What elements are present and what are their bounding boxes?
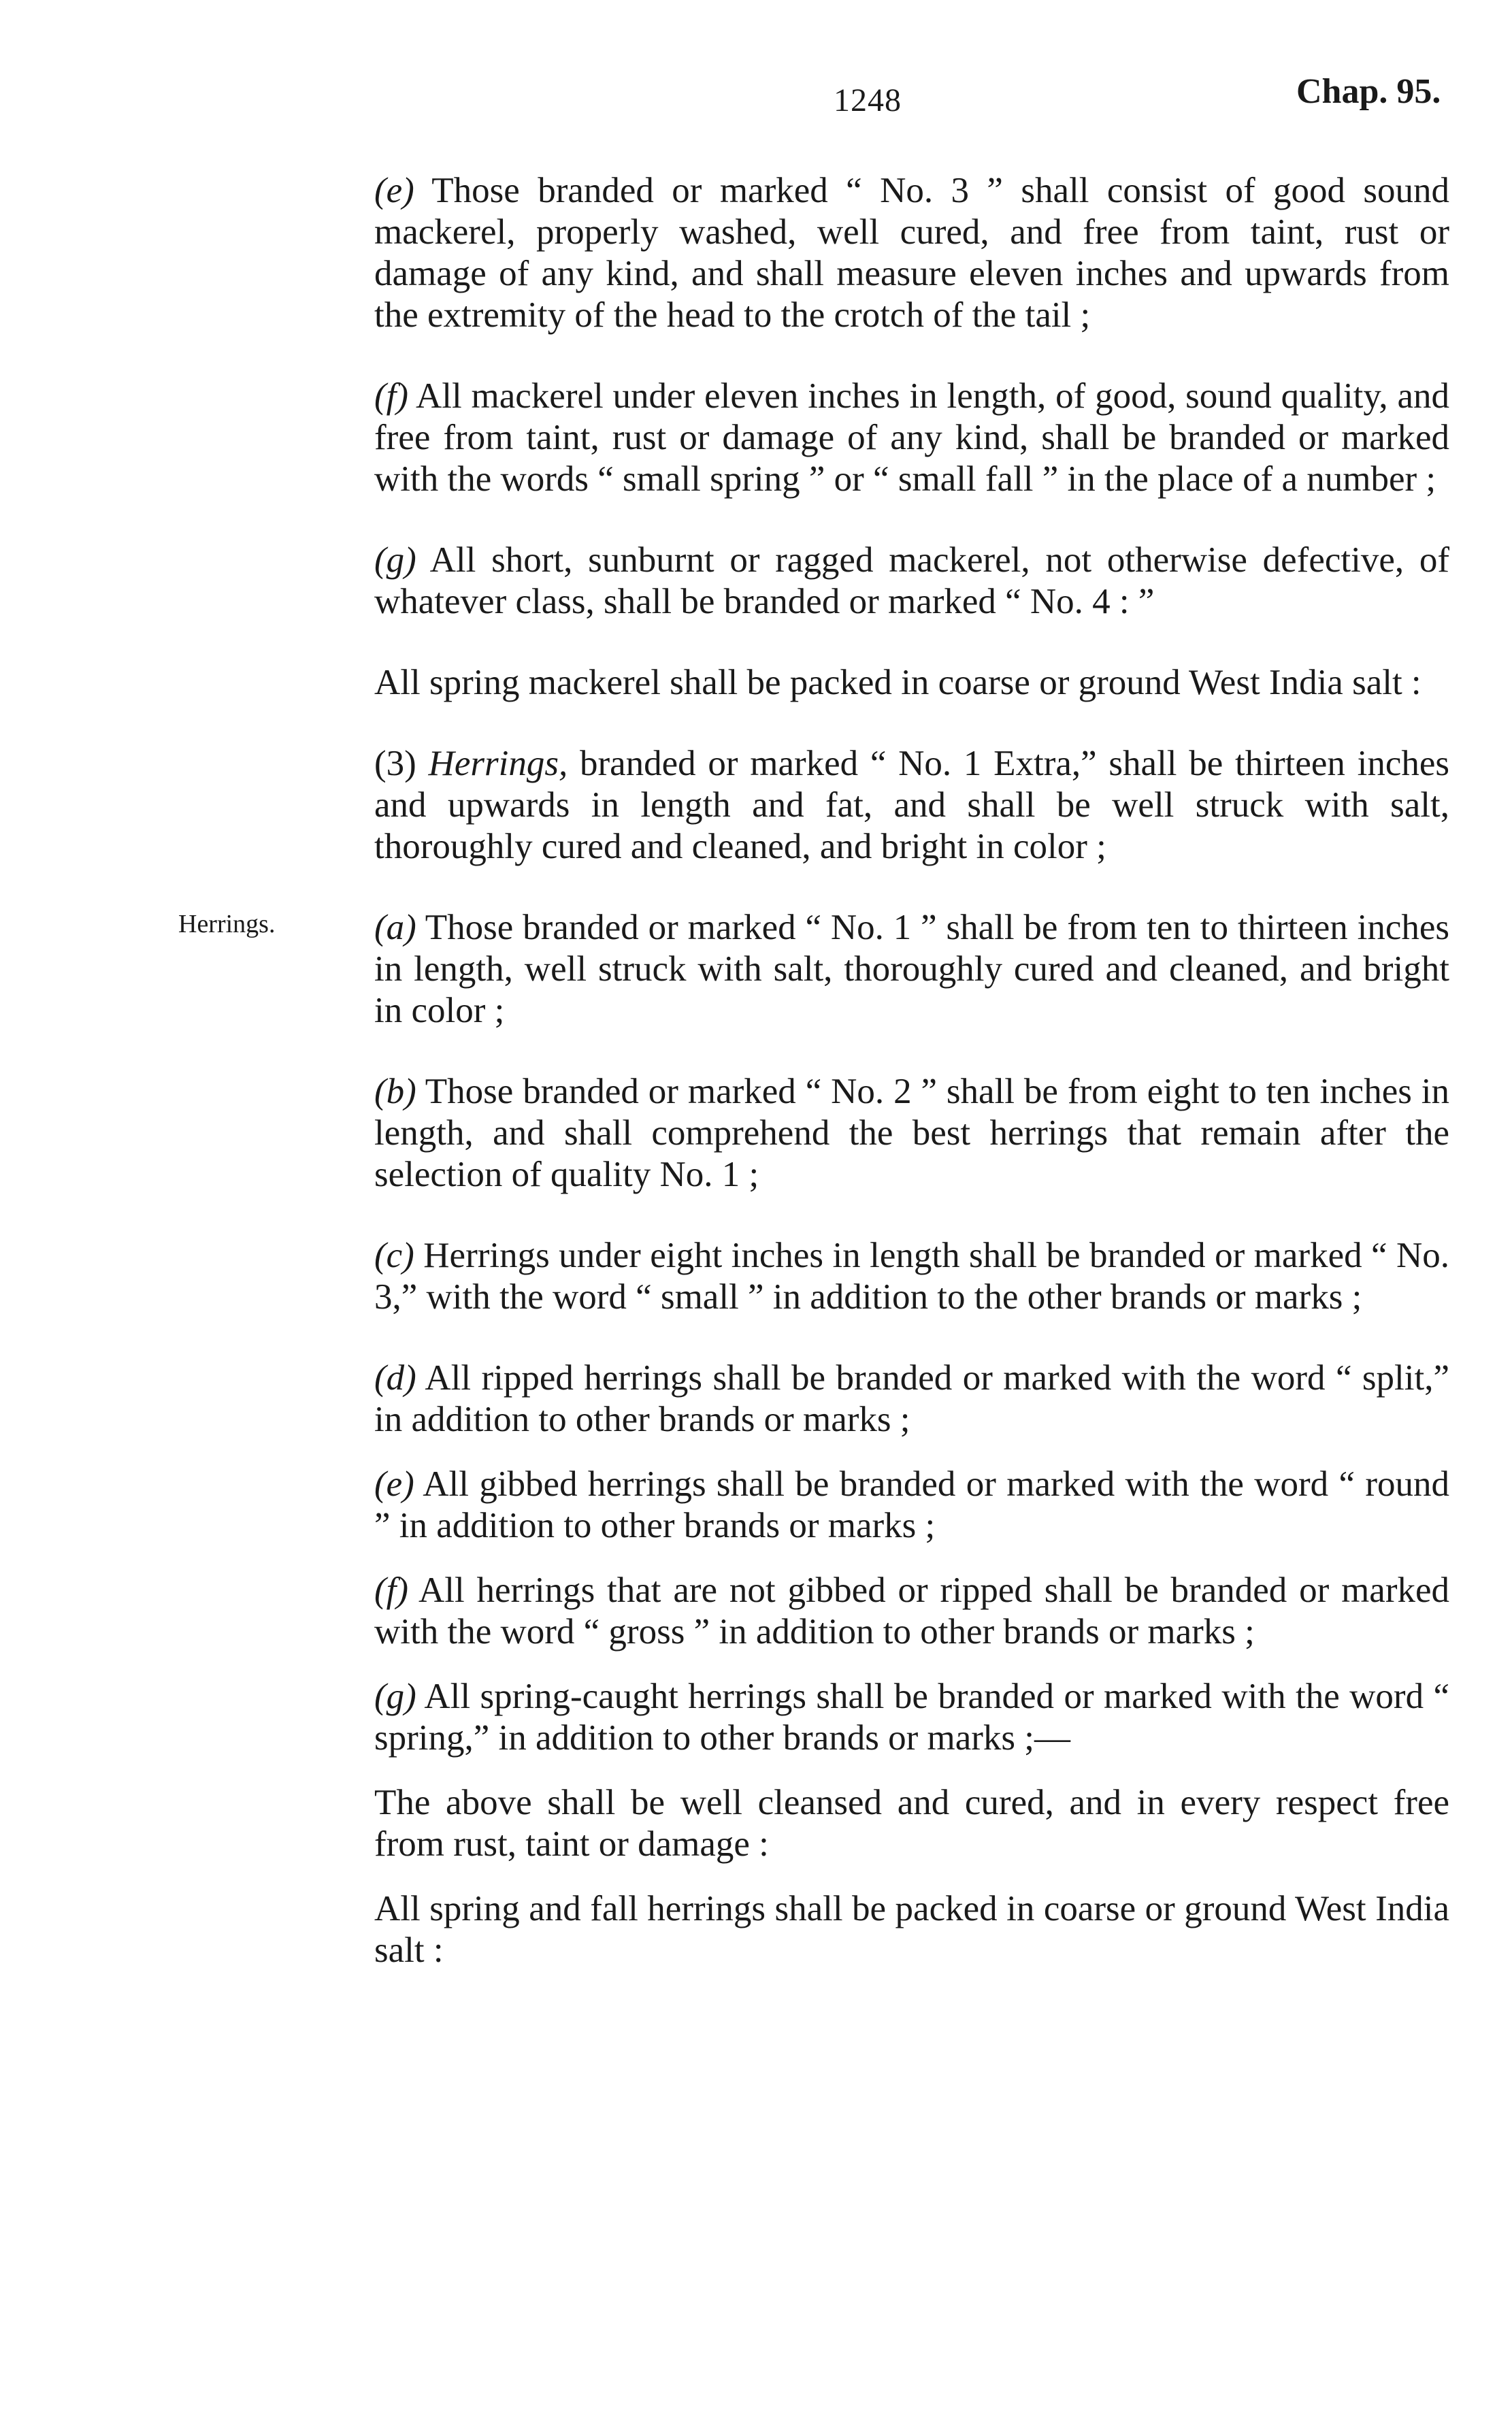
clause-label: (3) bbox=[374, 744, 416, 783]
paragraph-c-herrings-no3 bbox=[374, 1235, 1449, 1318]
paragraph-g-no4 bbox=[374, 540, 1449, 623]
clause-label: (g) bbox=[374, 540, 416, 580]
clause-text: The above shall be well cleansed and cured, and in every respect free from rust, taint or damage : bbox=[374, 1783, 1449, 1864]
page-number: 1248 bbox=[834, 82, 902, 118]
paragraph-a-herrings-no1 bbox=[374, 907, 1449, 1032]
clause-text: All mackerel under eleven inches in length, of good, sound quality, and free from taint, rust or damage of any kind, shall be branded or marked with the words “ small spring ” or “ small fall ” in the place of a number ; bbox=[374, 376, 1450, 499]
clause-label: (b) bbox=[374, 1072, 416, 1111]
paragraph-herrings-salt bbox=[374, 1888, 1449, 1971]
clause-text: All herrings that are not gibbed or ripped shall be branded or marked with the word “ gross ” in addition to other brands or marks ; bbox=[374, 1571, 1450, 1652]
chapter-heading: Chap. 95. bbox=[1296, 72, 1441, 111]
paragraph-d-ripped-herrings bbox=[374, 1358, 1449, 1441]
clause-label: (f) bbox=[374, 376, 409, 416]
paragraph-f-gross-herrings bbox=[374, 1570, 1449, 1653]
clause-title: Herrings, bbox=[428, 744, 568, 783]
clause-label: (e) bbox=[374, 171, 414, 210]
clause-text: All spring and fall herrings shall be packed in coarse or ground West India salt : bbox=[374, 1889, 1449, 1970]
margin-note-herrings: Herrings. bbox=[178, 910, 276, 938]
clause-text: All gibbed herrings shall be branded or marked with the word “ round ” in addition to other brands or marks ; bbox=[374, 1464, 1449, 1545]
clause-label: (f) bbox=[374, 1571, 409, 1610]
clause-text: Those branded or marked “ No. 2 ” shall be from eight to ten inches in length, and shall comprehend the best herrings that remain after the selection of quality No. 1 ; bbox=[374, 1072, 1449, 1194]
paragraph-3-herrings bbox=[374, 743, 1449, 868]
clause-text: branded or marked “ No. 1 Extra,” shall be thirteen inches and upwards in length and fat, and shall be well struck with salt, thoroughly cured and cleaned, and bright in color ; bbox=[374, 744, 1450, 866]
paragraph-g-spring-herrings bbox=[374, 1676, 1449, 1759]
clause-text: All ripped herrings shall be branded or marked with the word “ split,” in addition to other brands or marks ; bbox=[374, 1358, 1449, 1439]
paragraph-e-mackerel-no3 bbox=[374, 170, 1449, 336]
body-text bbox=[374, 170, 1449, 1971]
paragraph-b-herrings-no2 bbox=[374, 1071, 1449, 1196]
clause-label: (c) bbox=[374, 1236, 414, 1275]
clause-label: (a) bbox=[374, 908, 416, 947]
paragraph-spring-mackerel-salt bbox=[374, 662, 1449, 704]
paragraph-f-small-mackerel bbox=[374, 376, 1449, 500]
paragraph-e-gibbed-herrings bbox=[374, 1464, 1449, 1547]
clause-text: Herrings under eight inches in length shall be branded or marked “ No. 3,” with the word “ small ” in addition to the other brands or marks ; bbox=[374, 1236, 1450, 1317]
clause-text: Those branded or marked “ No. 1 ” shall be from ten to thirteen inches in length, well struck with salt, thoroughly cured and cleaned, and bright in color ; bbox=[374, 908, 1449, 1030]
clause-text: Those branded or marked “ No. 3 ” shall consist of good sound mackerel, properly washed, well cured, and free from taint, rust or damage of any kind, and shall measure eleven inches and upwards from the extremity of the head to the crotch of the tail ; bbox=[374, 171, 1450, 335]
clause-label: (e) bbox=[374, 1464, 414, 1504]
paragraph-cleansed-cured bbox=[374, 1782, 1449, 1865]
clause-label: (d) bbox=[374, 1358, 416, 1398]
clause-text: All spring-caught herrings shall be branded or marked with the word “ spring,” in addition to other brands or marks ;— bbox=[374, 1677, 1450, 1758]
clause-text: All spring mackerel shall be packed in coarse or ground West India salt : bbox=[374, 663, 1421, 702]
clause-text: All short, sunburnt or ragged mackerel, not otherwise defective, of whatever class, shall be branded or marked “ No. 4 : ” bbox=[374, 540, 1449, 621]
clause-label: (g) bbox=[374, 1677, 416, 1716]
